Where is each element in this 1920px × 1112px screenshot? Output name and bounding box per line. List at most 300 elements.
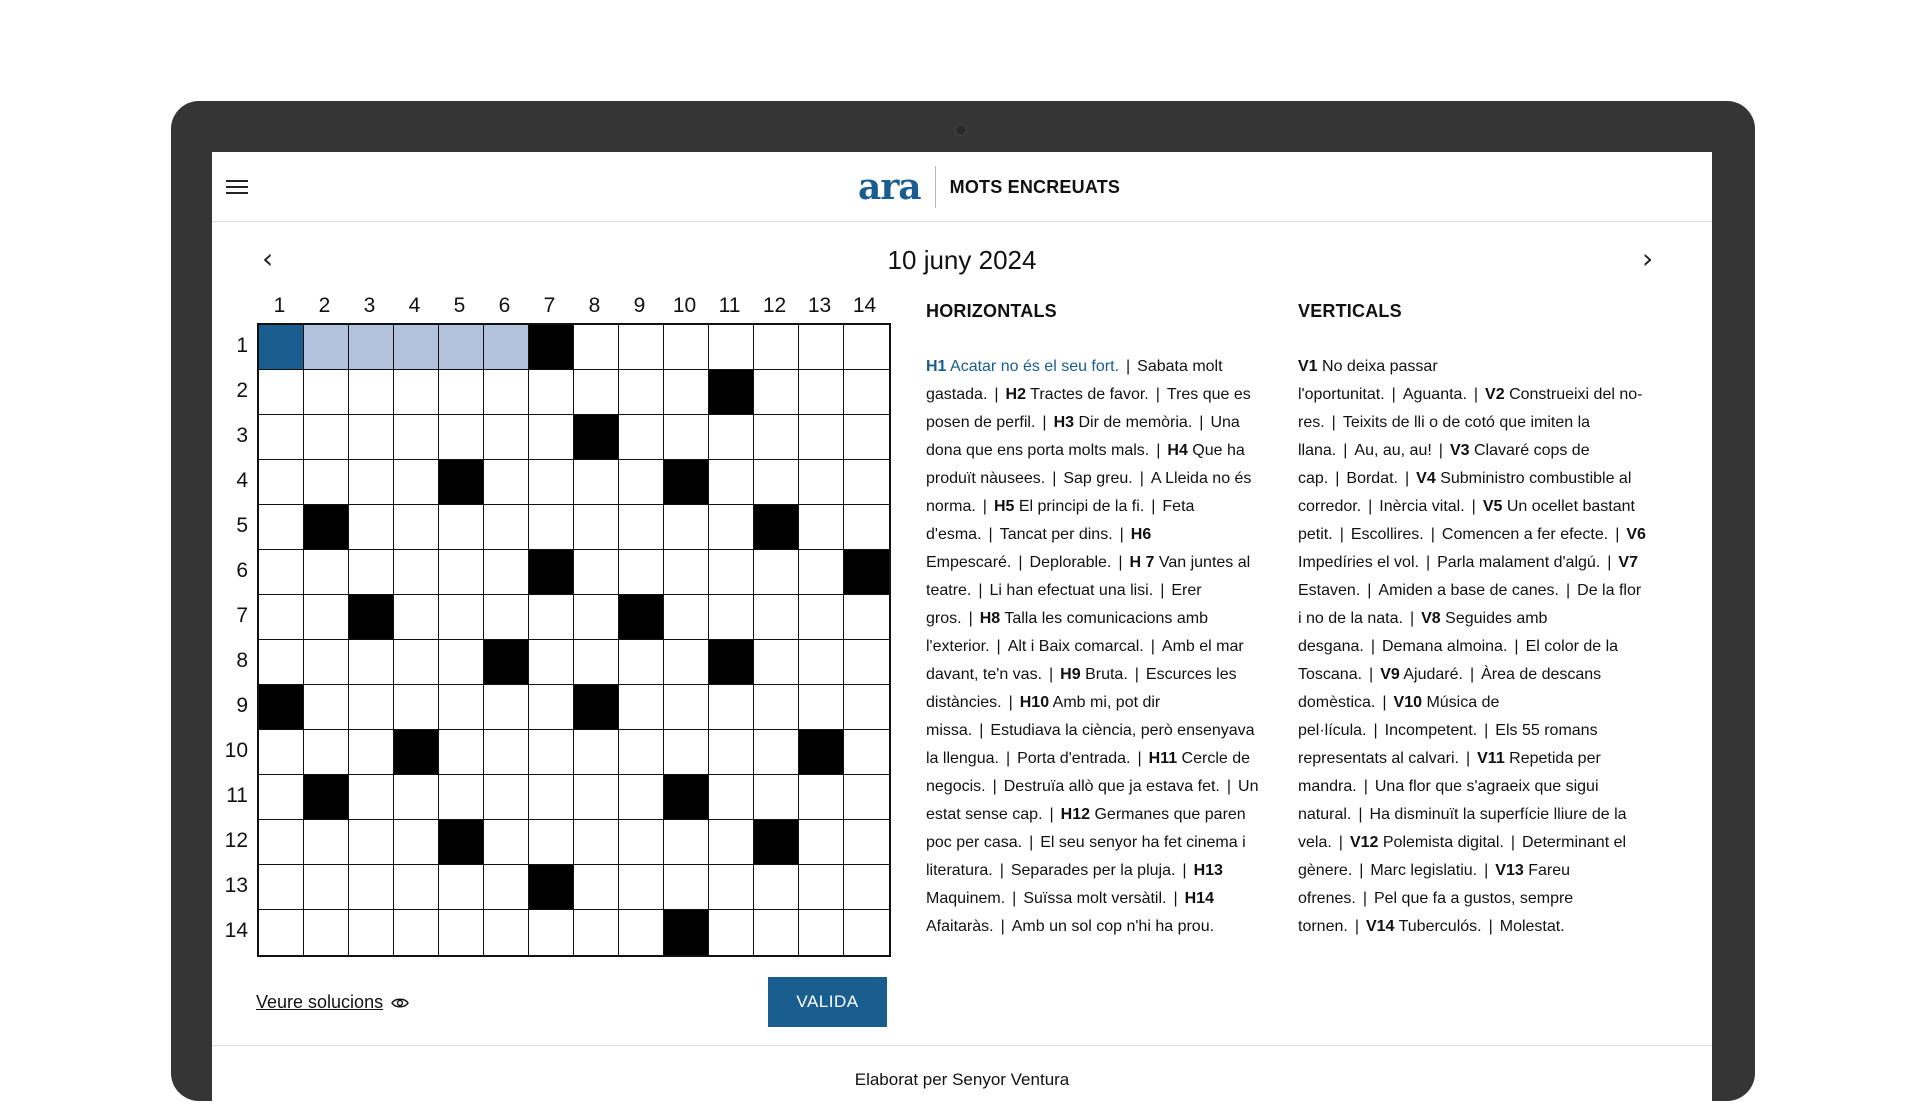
grid-cell[interactable]	[574, 325, 619, 370]
grid-cell[interactable]	[619, 820, 664, 865]
grid-cell[interactable]	[394, 775, 439, 820]
grid-cell[interactable]	[259, 595, 304, 640]
brand	[858, 166, 1120, 208]
clue-separator: |	[1373, 722, 1378, 739]
grid-cell[interactable]	[574, 865, 619, 910]
grid-cell[interactable]	[304, 910, 349, 955]
clue-label[interactable]: H1	[926, 358, 947, 375]
grid-cell[interactable]	[484, 370, 529, 415]
black-cell	[574, 415, 619, 460]
grid-cell[interactable]	[394, 370, 439, 415]
grid-cell[interactable]	[304, 370, 349, 415]
grid-cell[interactable]	[484, 550, 529, 595]
clue-label[interactable]: V13	[1495, 862, 1524, 879]
clue-text[interactable]: Bruta.	[1085, 666, 1128, 683]
grid-cell[interactable]	[574, 640, 619, 685]
clue-text[interactable]: Estudiava la ciència, però ensenyava la llengua.	[926, 722, 1255, 767]
grid-cell[interactable]	[619, 325, 664, 370]
grid-cell[interactable]	[664, 415, 709, 460]
grid-cell[interactable]	[394, 550, 439, 595]
grid-cell[interactable]	[574, 820, 619, 865]
grid-cell[interactable]	[304, 730, 349, 775]
grid-cell[interactable]	[259, 730, 304, 775]
clue-text[interactable]: El color de la Toscana.	[1298, 638, 1619, 683]
grid-cell[interactable]	[439, 370, 484, 415]
clue-text[interactable]: Talla les comunicacions amb l'exterior.	[926, 610, 1208, 655]
clue-text[interactable]: Amb mi, pot dir missa.	[926, 694, 1161, 739]
clue-label[interactable]: H5	[993, 498, 1015, 515]
clue-label[interactable]: V10	[1393, 694, 1422, 711]
black-cell	[394, 730, 439, 775]
grid-cell[interactable]	[619, 730, 664, 775]
clue-separator: |	[1362, 890, 1367, 907]
grid-cell[interactable]	[574, 595, 619, 640]
grid-cell[interactable]	[844, 820, 889, 865]
clue-text[interactable]: Bordat.	[1346, 470, 1398, 487]
grid-cell[interactable]	[484, 685, 529, 730]
grid-cell[interactable]	[349, 370, 394, 415]
validate-button[interactable]: VALIDA	[768, 977, 887, 1027]
row-number: 9	[236, 694, 248, 717]
grid-cell[interactable]	[349, 640, 394, 685]
grid-cell[interactable]	[484, 865, 529, 910]
grid-cell[interactable]	[799, 595, 844, 640]
grid-cell[interactable]	[709, 820, 754, 865]
grid-cell[interactable]	[349, 460, 394, 505]
grid-cell[interactable]	[844, 370, 889, 415]
clue-text[interactable]: Estaven.	[1298, 582, 1361, 599]
clue-text[interactable]: Cercle de negocis.	[926, 750, 1251, 795]
grid-cell[interactable]	[259, 550, 304, 595]
grid-cell[interactable]	[709, 595, 754, 640]
grid-cell[interactable]	[844, 505, 889, 550]
grid-cell[interactable]	[349, 550, 394, 595]
grid-cell[interactable]	[484, 460, 529, 505]
clue-label[interactable]: H 7	[1129, 554, 1155, 571]
clue-text[interactable]: Una flor que s'agraeix que sigui natural.	[1298, 778, 1599, 823]
clue-label[interactable]: H10	[1019, 694, 1050, 711]
grid-cell[interactable]	[349, 685, 394, 730]
clue-label[interactable]: V4	[1416, 470, 1436, 487]
clue-text[interactable]: Sabata molt gastada.	[926, 358, 1223, 403]
grid-cell[interactable]	[529, 640, 574, 685]
grid-cell[interactable]	[349, 325, 394, 370]
clue-label[interactable]: V3	[1449, 442, 1470, 459]
clue-text[interactable]: Destruïa allò que ja estava fet.	[1003, 778, 1220, 795]
grid-cell[interactable]	[259, 640, 304, 685]
grid-cell[interactable]	[304, 685, 349, 730]
grid-cell[interactable]	[394, 820, 439, 865]
clue-label[interactable]: V8	[1421, 610, 1441, 627]
grid-cell[interactable]	[529, 730, 574, 775]
grid-cell[interactable]	[664, 730, 709, 775]
clue-text[interactable]: Empescaré.	[926, 554, 1012, 571]
app-screen	[212, 152, 1712, 1112]
grid-cell[interactable]	[484, 595, 529, 640]
grid-cell[interactable]	[259, 775, 304, 820]
grid-cell[interactable]	[484, 910, 529, 955]
grid-cell[interactable]	[844, 730, 889, 775]
grid-cell[interactable]	[574, 370, 619, 415]
grid-cell[interactable]	[439, 415, 484, 460]
grid-cell[interactable]	[349, 775, 394, 820]
grid-cell[interactable]	[619, 550, 664, 595]
clue-label[interactable]: V1	[1298, 358, 1318, 375]
grid-cell[interactable]	[349, 730, 394, 775]
clue-label[interactable]: V11	[1477, 750, 1505, 767]
clue-text[interactable]: Ajudaré.	[1403, 666, 1463, 683]
clue-separator: |	[1405, 470, 1410, 487]
grid-cell[interactable]	[529, 910, 574, 955]
grid-cell[interactable]	[439, 730, 484, 775]
clue-text[interactable]: Erer gros.	[926, 582, 1202, 627]
grid-cell[interactable]	[799, 370, 844, 415]
grid-cell[interactable]	[754, 775, 799, 820]
grid-cell[interactable]	[439, 910, 484, 955]
grid-cell[interactable]	[529, 685, 574, 730]
grid-cell[interactable]	[259, 460, 304, 505]
clue-text[interactable]: Demana almoina.	[1382, 638, 1508, 655]
clue-separator: |	[1369, 666, 1374, 683]
hamburger-menu-icon[interactable]	[226, 180, 248, 196]
clue-text[interactable]: Repetida per mandra.	[1298, 750, 1601, 795]
clue-text[interactable]: Polemista digital.	[1382, 834, 1504, 851]
clue-text[interactable]: Maquinem.	[926, 890, 1006, 907]
grid-cell[interactable]	[529, 595, 574, 640]
grid-cell[interactable]	[259, 415, 304, 460]
clue-text[interactable]: Molestat.	[1499, 918, 1565, 935]
grid-cell[interactable]	[844, 460, 889, 505]
grid-cell[interactable]	[709, 730, 754, 775]
grid-cell[interactable]	[304, 325, 349, 370]
clue-text[interactable]: De la flor i no de la nata.	[1298, 582, 1642, 627]
clue-label[interactable]: V9	[1380, 666, 1400, 683]
grid-cell[interactable]	[754, 640, 799, 685]
grid-cell[interactable]	[394, 460, 439, 505]
grid-cell[interactable]	[439, 325, 484, 370]
grid-cell[interactable]	[844, 775, 889, 820]
grid-cell[interactable]	[754, 460, 799, 505]
grid-cell[interactable]	[484, 820, 529, 865]
clue-label[interactable]: H8	[979, 610, 1001, 627]
grid-cell[interactable]	[484, 415, 529, 460]
grid-cell[interactable]	[664, 685, 709, 730]
clue-text[interactable]: Els 55 romans representats al calvari.	[1298, 722, 1598, 767]
grid-cell[interactable]	[754, 730, 799, 775]
grid-cell[interactable]	[529, 415, 574, 460]
grid-cell[interactable]	[799, 820, 844, 865]
grid-cell[interactable]	[259, 370, 304, 415]
grid-cell[interactable]	[709, 415, 754, 460]
clue-text[interactable]: Deplorable.	[1029, 554, 1112, 571]
grid-cell[interactable]	[799, 775, 844, 820]
grid-cell[interactable]	[619, 505, 664, 550]
grid-cell[interactable]	[394, 415, 439, 460]
grid-cell[interactable]	[529, 820, 574, 865]
clue-text[interactable]: Un ocellet bastant petit.	[1298, 498, 1635, 543]
clue-text[interactable]: Ha disminuït la superfície lliure de la vela.	[1298, 806, 1627, 851]
grid-cell[interactable]	[754, 370, 799, 415]
grid-cell[interactable]	[619, 910, 664, 955]
grid-cell[interactable]	[349, 415, 394, 460]
grid-cell[interactable]	[619, 370, 664, 415]
clue-text[interactable]: El principi de la fi.	[1018, 498, 1145, 515]
clue-label[interactable]: H4	[1167, 442, 1188, 459]
grid-cell[interactable]	[709, 775, 754, 820]
horizontal-clues	[926, 295, 1271, 941]
grid-cell[interactable]	[664, 595, 709, 640]
clue-text[interactable]: Seguides amb desgana.	[1298, 610, 1548, 655]
clue-label[interactable]: V2	[1485, 386, 1505, 403]
grid-cell[interactable]	[799, 865, 844, 910]
clue-text[interactable]: Germanes que paren poc per casa.	[926, 806, 1246, 851]
grid-cell[interactable]	[664, 505, 709, 550]
grid-cell[interactable]	[754, 910, 799, 955]
grid-cell[interactable]	[304, 550, 349, 595]
clue-text[interactable]: Aguanta.	[1402, 386, 1467, 403]
clue-text[interactable]: Parla malament d'algú.	[1437, 554, 1601, 571]
grid-cell[interactable]	[619, 460, 664, 505]
clue-text[interactable]: Subministro combustible al corredor.	[1298, 470, 1632, 515]
grid-cell[interactable]	[619, 685, 664, 730]
clue-label[interactable]: V5	[1482, 498, 1503, 515]
grid-cell[interactable]	[394, 685, 439, 730]
grid-cell[interactable]	[574, 505, 619, 550]
crossword-grid[interactable]	[257, 323, 891, 957]
clue-text[interactable]: Un estat sense cap.	[926, 778, 1259, 823]
clue-text[interactable]: Amb un sol cop n'hi ha prou.	[1011, 918, 1215, 935]
grid-cell[interactable]	[394, 910, 439, 955]
clue-text[interactable]: Dir de memòria.	[1078, 414, 1193, 431]
grid-cell[interactable]	[799, 415, 844, 460]
grid-cell[interactable]	[439, 595, 484, 640]
grid-cell[interactable]	[664, 640, 709, 685]
grid-cell[interactable]	[529, 505, 574, 550]
grid-cell[interactable]	[304, 640, 349, 685]
clue-label[interactable]: H12	[1060, 806, 1091, 823]
grid-cell[interactable]	[709, 550, 754, 595]
grid-cell[interactable]	[259, 865, 304, 910]
clue-label[interactable]: H11	[1148, 750, 1178, 767]
clue-text[interactable]: Fareu ofrenes.	[1298, 862, 1570, 907]
clue-text[interactable]: Incompetent.	[1384, 722, 1478, 739]
clue-text[interactable]: Teixits de lli o de cotó que imiten la llana.	[1298, 414, 1591, 459]
clue-separator: |	[1012, 890, 1017, 907]
grid-cell[interactable]	[394, 640, 439, 685]
grid-cell[interactable]	[754, 595, 799, 640]
show-solutions-link[interactable]	[256, 992, 409, 1013]
grid-cell[interactable]	[304, 820, 349, 865]
grid-cell[interactable]	[394, 865, 439, 910]
grid-cell[interactable]	[664, 370, 709, 415]
grid-cell[interactable]	[259, 505, 304, 550]
clue-separator: |	[1425, 554, 1431, 571]
grid-cell[interactable]	[484, 505, 529, 550]
grid-cell[interactable]	[484, 775, 529, 820]
clue-text[interactable]: Sap greu.	[1063, 470, 1133, 487]
grid-cell[interactable]	[304, 415, 349, 460]
grid-cell[interactable]	[754, 685, 799, 730]
clue-text[interactable]: Feta d'esma.	[926, 498, 1195, 543]
grid-cell[interactable]	[394, 505, 439, 550]
grid-cell[interactable]	[754, 325, 799, 370]
clue-separator: |	[1155, 386, 1160, 403]
clue-separator: |	[1367, 582, 1372, 599]
grid-cell[interactable]	[664, 820, 709, 865]
grid-cell[interactable]	[844, 685, 889, 730]
grid-cell[interactable]	[304, 460, 349, 505]
clue-text[interactable]: Au, au, au!	[1354, 442, 1432, 459]
grid-cell[interactable]	[709, 865, 754, 910]
grid-cell[interactable]	[304, 865, 349, 910]
grid-cell[interactable]	[574, 460, 619, 505]
grid-cell[interactable]	[844, 415, 889, 460]
clue-separator: |	[1335, 470, 1340, 487]
clue-label[interactable]: H13	[1193, 862, 1223, 879]
grid-cell[interactable]	[844, 325, 889, 370]
clue-text[interactable]: Tractes de favor.	[1030, 386, 1149, 403]
clue-text[interactable]: Van juntes al teatre.	[926, 554, 1251, 599]
grid-cell[interactable]	[394, 325, 439, 370]
clue-text[interactable]: Afaitaràs.	[926, 918, 994, 935]
black-cell	[754, 505, 799, 550]
clue-text[interactable]: Amiden a base de canes.	[1378, 582, 1559, 599]
grid-cell[interactable]	[664, 550, 709, 595]
clue-text[interactable]: Clavaré cops de cap.	[1298, 442, 1590, 487]
ara-logo[interactable]: ara	[858, 166, 936, 208]
clue-text[interactable]: Inèrcia vital.	[1379, 498, 1465, 515]
clue-separator: |	[1359, 862, 1364, 879]
clue-label[interactable]: H2	[1005, 386, 1026, 403]
grid-cell[interactable]	[844, 865, 889, 910]
grid-cell[interactable]	[439, 505, 484, 550]
clue-label[interactable]: H14	[1184, 890, 1214, 907]
grid-cell[interactable]	[259, 910, 304, 955]
grid-cell[interactable]	[709, 910, 754, 955]
clue-text[interactable]: Escollires.	[1350, 526, 1424, 543]
clue-text[interactable]: Separades per la pluja.	[1010, 862, 1176, 879]
grid-cell[interactable]	[664, 325, 709, 370]
grid-cell[interactable]	[349, 820, 394, 865]
grid-cell[interactable]	[799, 910, 844, 955]
grid-cell[interactable]	[709, 505, 754, 550]
clue-text[interactable]: Marc legislatiu.	[1370, 862, 1478, 879]
grid-cell[interactable]	[529, 460, 574, 505]
clue-label[interactable]: V7	[1618, 554, 1638, 571]
grid-cell[interactable]	[664, 865, 709, 910]
clue-text[interactable]: Acatar no és el seu fort.	[950, 358, 1119, 375]
clue-text[interactable]: El seu senyor ha fet cinema i literatura.	[926, 834, 1246, 879]
grid-cell[interactable]	[484, 730, 529, 775]
clue-text[interactable]: Suïssa molt versàtil.	[1023, 890, 1167, 907]
chevron-left-icon[interactable]: ‹	[262, 242, 274, 275]
clue-text[interactable]: Porta d'entrada.	[1017, 750, 1131, 767]
grid-cell[interactable]	[349, 865, 394, 910]
clue-text[interactable]: Amb el mar davant, te'n vas.	[926, 638, 1244, 683]
grid-cell[interactable]	[574, 730, 619, 775]
grid-cell[interactable]	[439, 550, 484, 595]
grid-cell[interactable]	[529, 775, 574, 820]
grid-cell[interactable]	[574, 910, 619, 955]
grid-cell[interactable]	[754, 550, 799, 595]
clue-text[interactable]: Pel que fa a gustos, sempre tornen.	[1298, 890, 1574, 935]
row-number: 8	[236, 649, 248, 672]
grid-cell[interactable]	[304, 595, 349, 640]
clue-text[interactable]: No deixa passar l'oportunitat.	[1298, 358, 1438, 403]
grid-cell[interactable]	[349, 910, 394, 955]
grid-cell[interactable]	[574, 550, 619, 595]
grid-cell[interactable]	[844, 640, 889, 685]
grid-cell[interactable]	[709, 325, 754, 370]
clue-separator: |	[1137, 750, 1142, 767]
active-cell[interactable]	[259, 325, 304, 370]
clue-text[interactable]: Determinant el gènere.	[1298, 834, 1627, 879]
grid-cell[interactable]	[799, 685, 844, 730]
grid-cell[interactable]	[619, 775, 664, 820]
grid-cell[interactable]	[799, 460, 844, 505]
clue-label[interactable]: H6	[1130, 526, 1152, 543]
grid-cell[interactable]	[349, 505, 394, 550]
grid-cell[interactable]	[619, 415, 664, 460]
clue-text[interactable]: Àrea de descans domèstica.	[1298, 666, 1602, 711]
grid-cell[interactable]	[259, 820, 304, 865]
grid-cell[interactable]	[754, 865, 799, 910]
clue-text[interactable]: Tuberculós.	[1398, 918, 1482, 935]
clue-label[interactable]: V6	[1626, 526, 1646, 543]
grid-cell[interactable]	[709, 685, 754, 730]
grid-cell[interactable]	[574, 775, 619, 820]
clue-text[interactable]: Escurces les distàncies.	[926, 666, 1237, 711]
clue-text[interactable]: A Lleida no és norma.	[926, 470, 1252, 515]
clue-label[interactable]: H9	[1060, 666, 1081, 683]
clue-text[interactable]: Construeixi del no-res.	[1298, 386, 1643, 431]
clue-text[interactable]: Tres que es posen de perfil.	[926, 386, 1251, 431]
clue-text[interactable]: Una dona que ens porta molts mals.	[926, 414, 1240, 459]
grid-cell[interactable]	[799, 325, 844, 370]
grid-cell[interactable]	[799, 505, 844, 550]
grid-cell[interactable]	[439, 685, 484, 730]
grid-cell[interactable]	[439, 640, 484, 685]
grid-cell[interactable]	[799, 640, 844, 685]
clue-text[interactable]: Tancat per dins.	[999, 526, 1113, 543]
clue-text[interactable]: Que ha produït nàusees.	[926, 442, 1245, 487]
clue-text[interactable]: Impedíries el vol.	[1298, 554, 1419, 571]
clue-separator: |	[1430, 526, 1435, 543]
grid-cell[interactable]	[439, 775, 484, 820]
grid-cell[interactable]	[484, 325, 529, 370]
column-number: 5	[453, 294, 466, 317]
grid-cell[interactable]	[439, 865, 484, 910]
grid-cell[interactable]	[709, 460, 754, 505]
chevron-right-icon[interactable]: ›	[1642, 242, 1654, 275]
clue-text[interactable]: Li han efectuat una lisi.	[989, 582, 1154, 599]
clue-text[interactable]: Alt i Baix comarcal.	[1007, 638, 1144, 655]
clue-text[interactable]: Comencen a fer efecte.	[1441, 526, 1609, 543]
clue-label[interactable]: H3	[1053, 414, 1075, 431]
grid-cell[interactable]	[529, 370, 574, 415]
clue-label[interactable]: V12	[1349, 834, 1379, 851]
grid-cell[interactable]	[799, 550, 844, 595]
clue-label[interactable]: V14	[1365, 918, 1395, 935]
grid-cell[interactable]	[844, 595, 889, 640]
grid-cell[interactable]	[844, 910, 889, 955]
grid-cell[interactable]	[394, 595, 439, 640]
clue-separator: |	[1469, 666, 1475, 683]
grid-cell[interactable]	[619, 865, 664, 910]
grid-cell[interactable]	[754, 415, 799, 460]
clue-text[interactable]: Música de pel·lícula.	[1298, 694, 1500, 739]
grid-cell[interactable]	[619, 640, 664, 685]
